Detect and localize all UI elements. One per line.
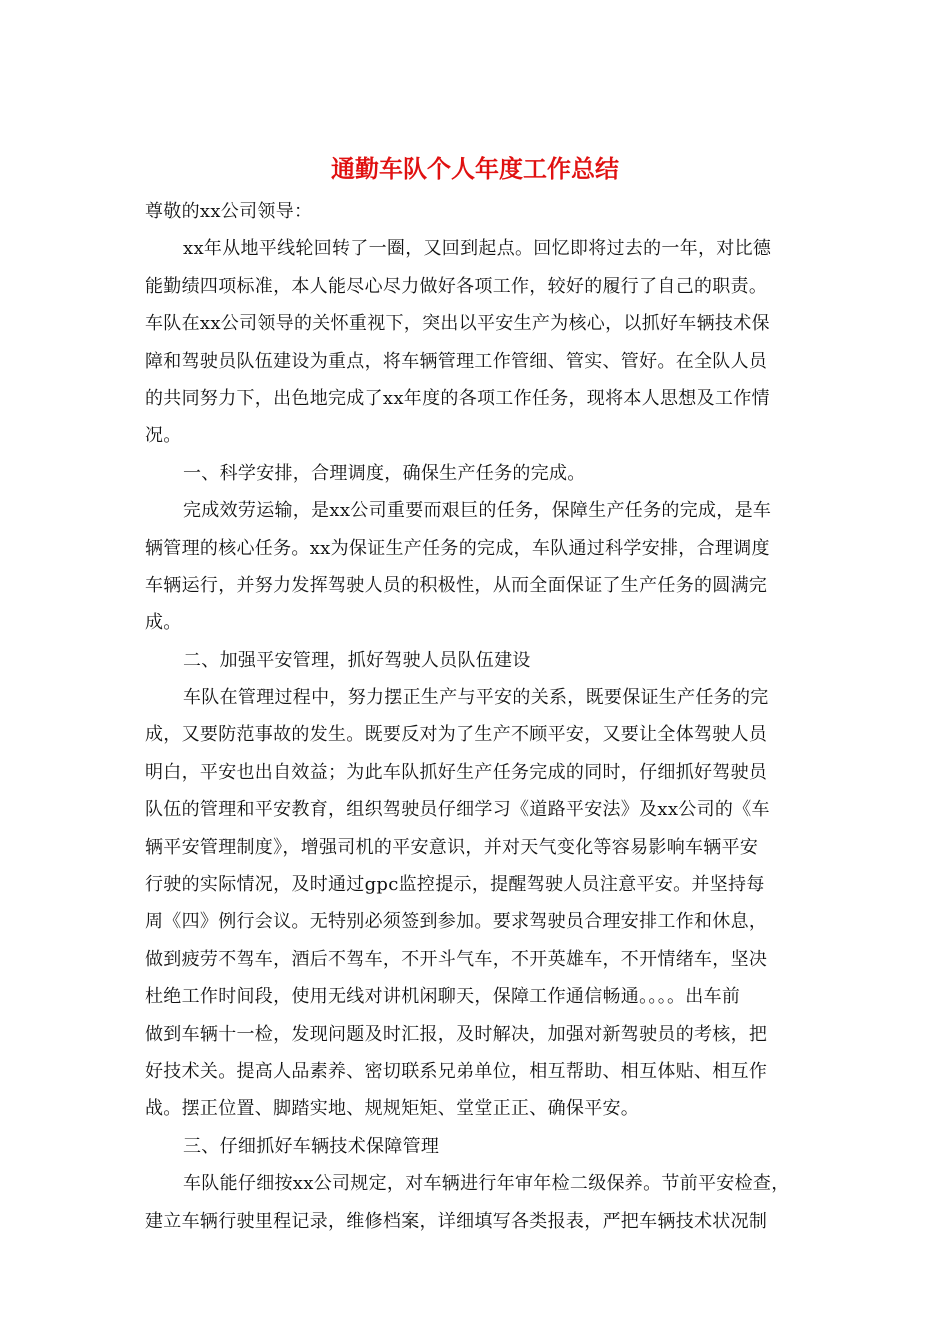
paragraph-line: 做到疲劳不驾车，酒后不驾车，不开斗气车，不开英雄车，不开情绪车，坚决: [145, 948, 768, 970]
paragraph-line: 辆平安管理制度》，增强司机的平安意识，并对天气变化等容易影响车辆平安: [145, 836, 759, 858]
paragraph-line: 障和驾驶员队伍建设为重点，将车辆管理工作管细、管实、管好。在全队人员: [145, 350, 768, 372]
paragraph-line: 杜绝工作时间段，使用无线对讲机闲聊天，保障工作通信畅通。。。。出车前: [145, 986, 741, 1008]
paragraph-line: 一、科学安排，合理调度，确保生产任务的完成。: [183, 462, 586, 484]
paragraph-line: 做到车辆十一检，发现问题及时汇报，及时解决，加强对新驾驶员的考核，把: [145, 1023, 768, 1045]
paragraph-line: 尊敬的xx公司领导：: [145, 201, 313, 222]
paragraph-line: 况。: [145, 425, 182, 447]
paragraph-line: 完成效劳运输，是xx公司重要而艰巨的任务，保障生产任务的完成，是车: [183, 500, 772, 522]
paragraph-line: 能勤绩四项标准，本人能尽心尽力做好各项工作，较好的履行了自己的职责。: [145, 275, 768, 297]
paragraph-line: 成。: [145, 612, 182, 634]
paragraph-line: 车辆运行，并努力发挥驾驶人员的积极性，从而全面保证了生产任务的圆满完: [145, 574, 768, 596]
paragraph-line: 队伍的管理和平安教育，组织驾驶员仔细学习《道路平安法》及xx公司的《车: [145, 799, 770, 821]
paragraph-line: 好技术关。提高人品素养、密切联系兄弟单位，相互帮助、相互体贴、相互作: [145, 1060, 768, 1082]
paragraph-line: 车队能仔细按xx公司规定，对车辆进行年审年检二级保养。节前平安检查，: [183, 1173, 790, 1195]
paragraph-line: 的共同努力下，出色地完成了xx年度的各项工作任务，现将本人思想及工作情: [145, 387, 770, 409]
document-title: 通勤车队个人年度工作总结: [331, 154, 619, 183]
paragraph-line: 车队在管理过程中，努力摆正生产与平安的关系，既要保证生产任务的完: [183, 687, 769, 709]
paragraph-line: 三、仔细抓好车辆技术保障管理: [183, 1135, 440, 1157]
paragraph-line: 战。摆正位置、脚踏实地、规规矩矩、堂堂正正、确保平安。: [145, 1098, 640, 1120]
paragraph-line: 明白，平安也出自效益；为此车队抓好生产任务完成的同时，仔细抓好驾驶员: [145, 761, 768, 783]
paragraph-line: 车队在xx公司领导的关怀重视下，突出以平安生产为核心，以抓好车辆技术保: [145, 313, 770, 335]
paragraph-line: xx年从地平线轮回转了一圈，又回到起点。回忆即将过去的一年，对比德: [183, 238, 772, 260]
paragraph-line: 辆管理的核心任务。xx为保证生产任务的完成，车队通过科学安排，合理调度: [145, 537, 770, 559]
paragraph-line: 二、加强平安管理，抓好驾驶人员队伍建设: [183, 649, 531, 671]
document-body: [145, 193, 805, 1240]
paragraph-line: 行驶的实际情况，及时通过gpc监控提示，提醒驾驶人员注意平安。并坚持每: [145, 874, 765, 896]
paragraph-line: 周《四》例行会议。无特别必须签到参加。要求驾驶员合理安排工作和休息，: [145, 911, 768, 933]
paragraph-line: 成，又要防范事故的发生。既要反对为了生产不顾平安，又要让全体驾驶人员: [145, 724, 768, 746]
paragraph-line: 建立车辆行驶里程记录，维修档案，详细填写各类报表，严把车辆技术状况制: [145, 1210, 768, 1232]
